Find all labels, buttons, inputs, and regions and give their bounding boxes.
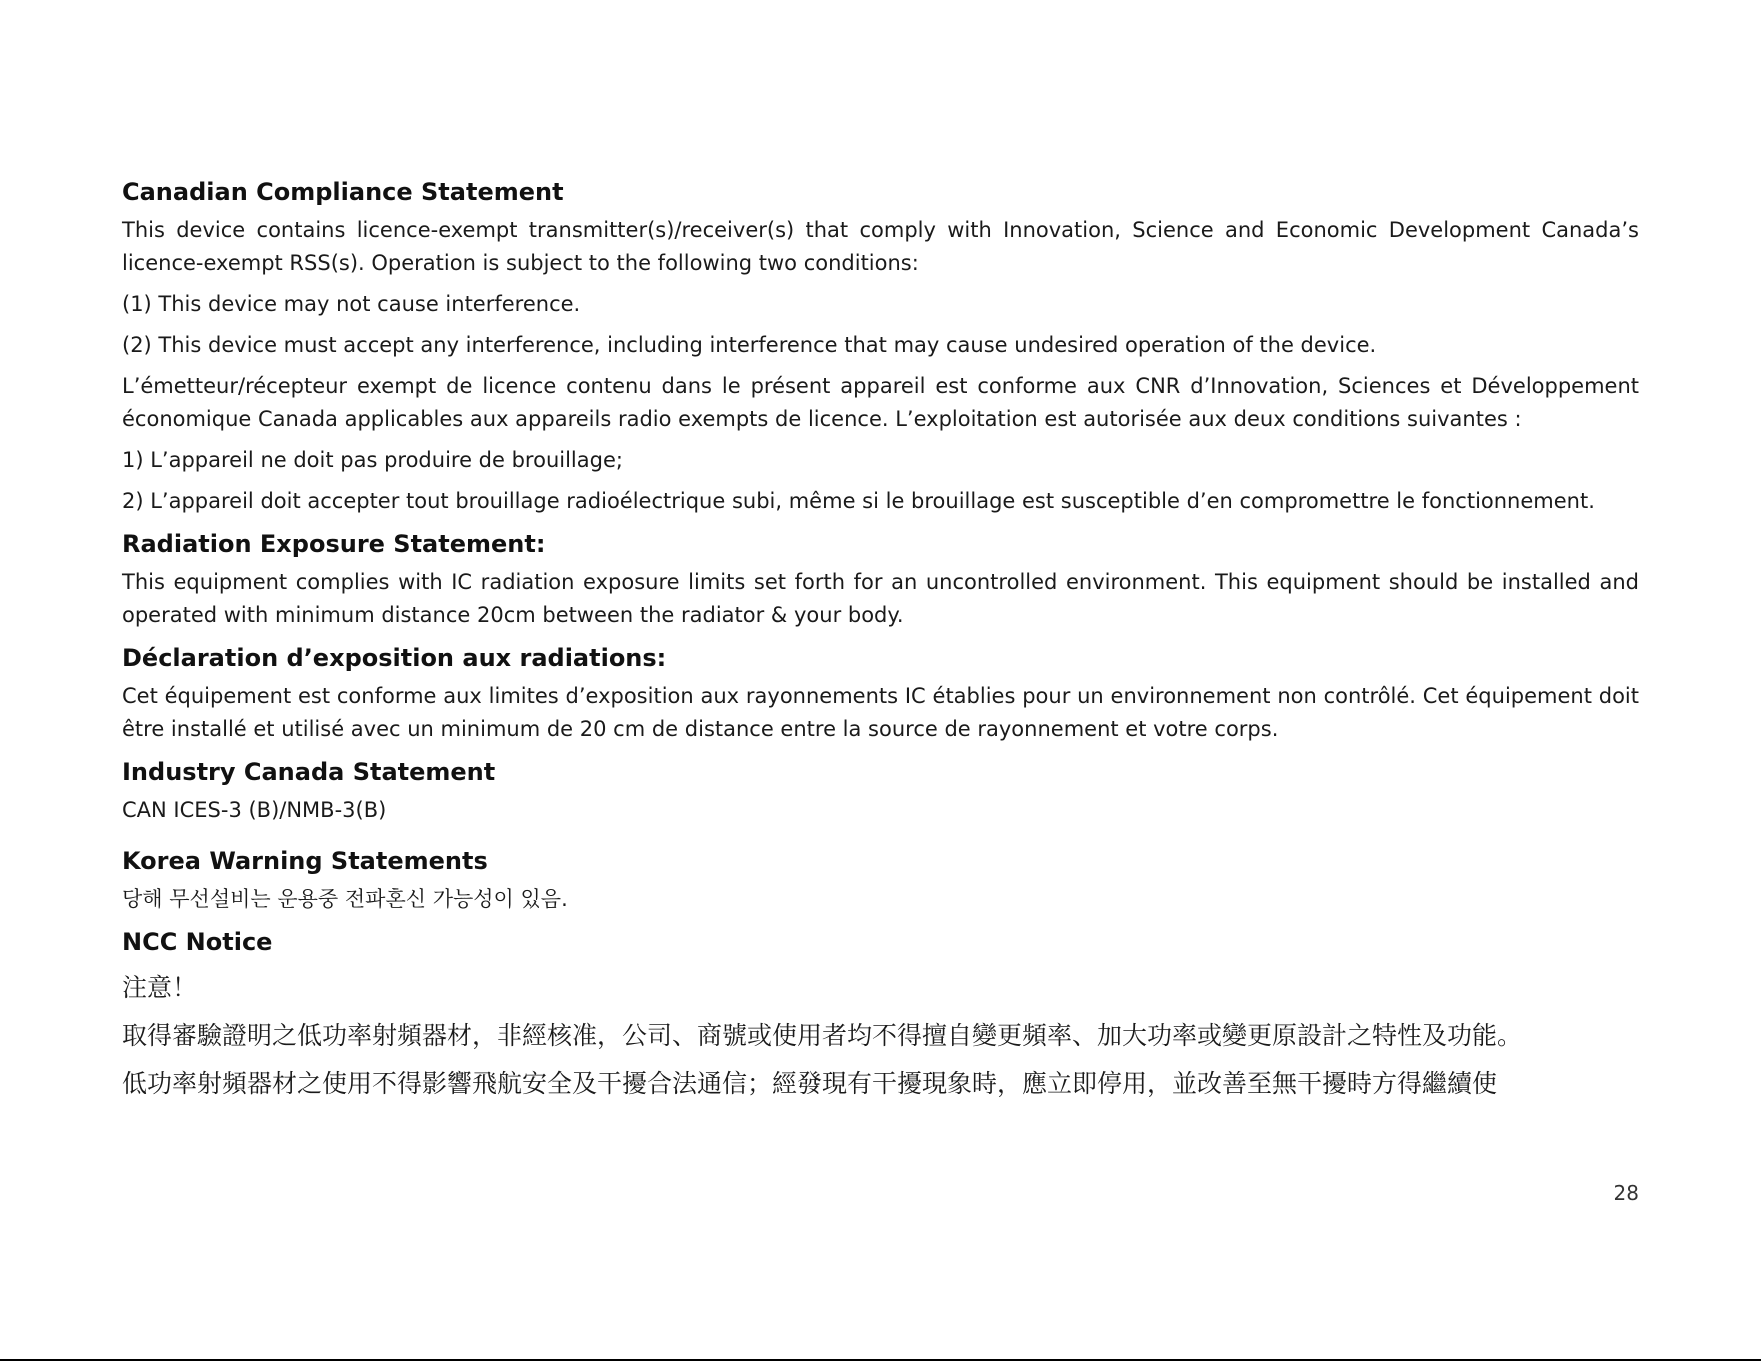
- ncc-notice-attention: 注意！: [122, 973, 198, 1002]
- canadian-compliance-french-condition-2: 2) L’appareil doit accepter tout brouillage radioélectrique subi, même si le brouillage est susceptible d’en compromettre le fonctionnement.: [122, 489, 1595, 513]
- ncc-notice-section: [122, 926, 1639, 1108]
- korea-warning-heading: Korea Warning Statements: [122, 847, 488, 875]
- radiation-exposure-heading: Radiation Exposure Statement:: [122, 530, 546, 558]
- korea-warning-text: 당해 무선설비는 운용중 전파혼신 가능성이 있음.: [122, 887, 568, 911]
- canadian-compliance-french-intro: L’émetteur/récepteur exempt de licence contenu dans le présent appareil est conforme aux CNR d’Innovation, Sciences et Développement économique Canada applicables aux appareils radio exempts de licence. L’exploitation est autorisée aux deux conditions suivantes :: [122, 374, 1639, 431]
- canadian-compliance-condition-2: (2) This device must accept any interference, including interference that may cause undesired operation of the device.: [122, 333, 1377, 357]
- ncc-notice-text-2: 低功率射頻器材之使用不得影響飛航安全及干擾合法通信；經發現有干擾現象時，應立即停用，並改善至無干擾時方得繼續使: [122, 1069, 1498, 1098]
- industry-canada-text: CAN ICES-3 (B)/NMB-3(B): [122, 798, 387, 822]
- canadian-compliance-french-condition-1: 1) L’appareil ne doit pas produire de brouillage;: [122, 448, 623, 472]
- canadian-compliance-section: [122, 176, 1639, 518]
- document-page: [122, 176, 1639, 1118]
- korea-warning-section: [122, 845, 1639, 916]
- declaration-exposition-heading: Déclaration d’exposition aux radiations:: [122, 644, 667, 672]
- radiation-exposure-text: This equipment complies with IC radiation exposure limits set forth for an uncontrolled environment. This equipment should be installed and operated with minimum distance 20cm between the radiator & your body.: [122, 570, 1639, 627]
- canadian-compliance-condition-1: (1) This device may not cause interference.: [122, 292, 581, 316]
- canadian-compliance-intro: This device contains licence-exempt transmitter(s)/receiver(s) that comply with Innovation, Science and Economic Development Canada’s licence-exempt RSS(s). Operation is subject to the following two conditions:: [122, 218, 1639, 275]
- declaration-exposition-section: [122, 642, 1639, 746]
- ncc-notice-text-1: 取得審驗證明之低功率射頻器材，非經核准，公司、商號或使用者均不得擅自變更頻率、加大功率或變更原設計之特性及功能。: [122, 1021, 1523, 1050]
- page-number: 28: [1613, 1181, 1639, 1205]
- industry-canada-section: [122, 756, 1639, 827]
- canadian-compliance-heading: Canadian Compliance Statement: [122, 178, 564, 206]
- radiation-exposure-section: [122, 528, 1639, 632]
- declaration-exposition-text: Cet équipement est conforme aux limites d’exposition aux rayonnements IC établies pour un environnement non contrôlé. Cet équipement doit être installé et utilisé avec un minimum de 20 cm de distance entre la source de rayonnement et votre corps.: [122, 684, 1639, 741]
- ncc-notice-heading: NCC Notice: [122, 928, 273, 956]
- industry-canada-heading: Industry Canada Statement: [122, 758, 496, 786]
